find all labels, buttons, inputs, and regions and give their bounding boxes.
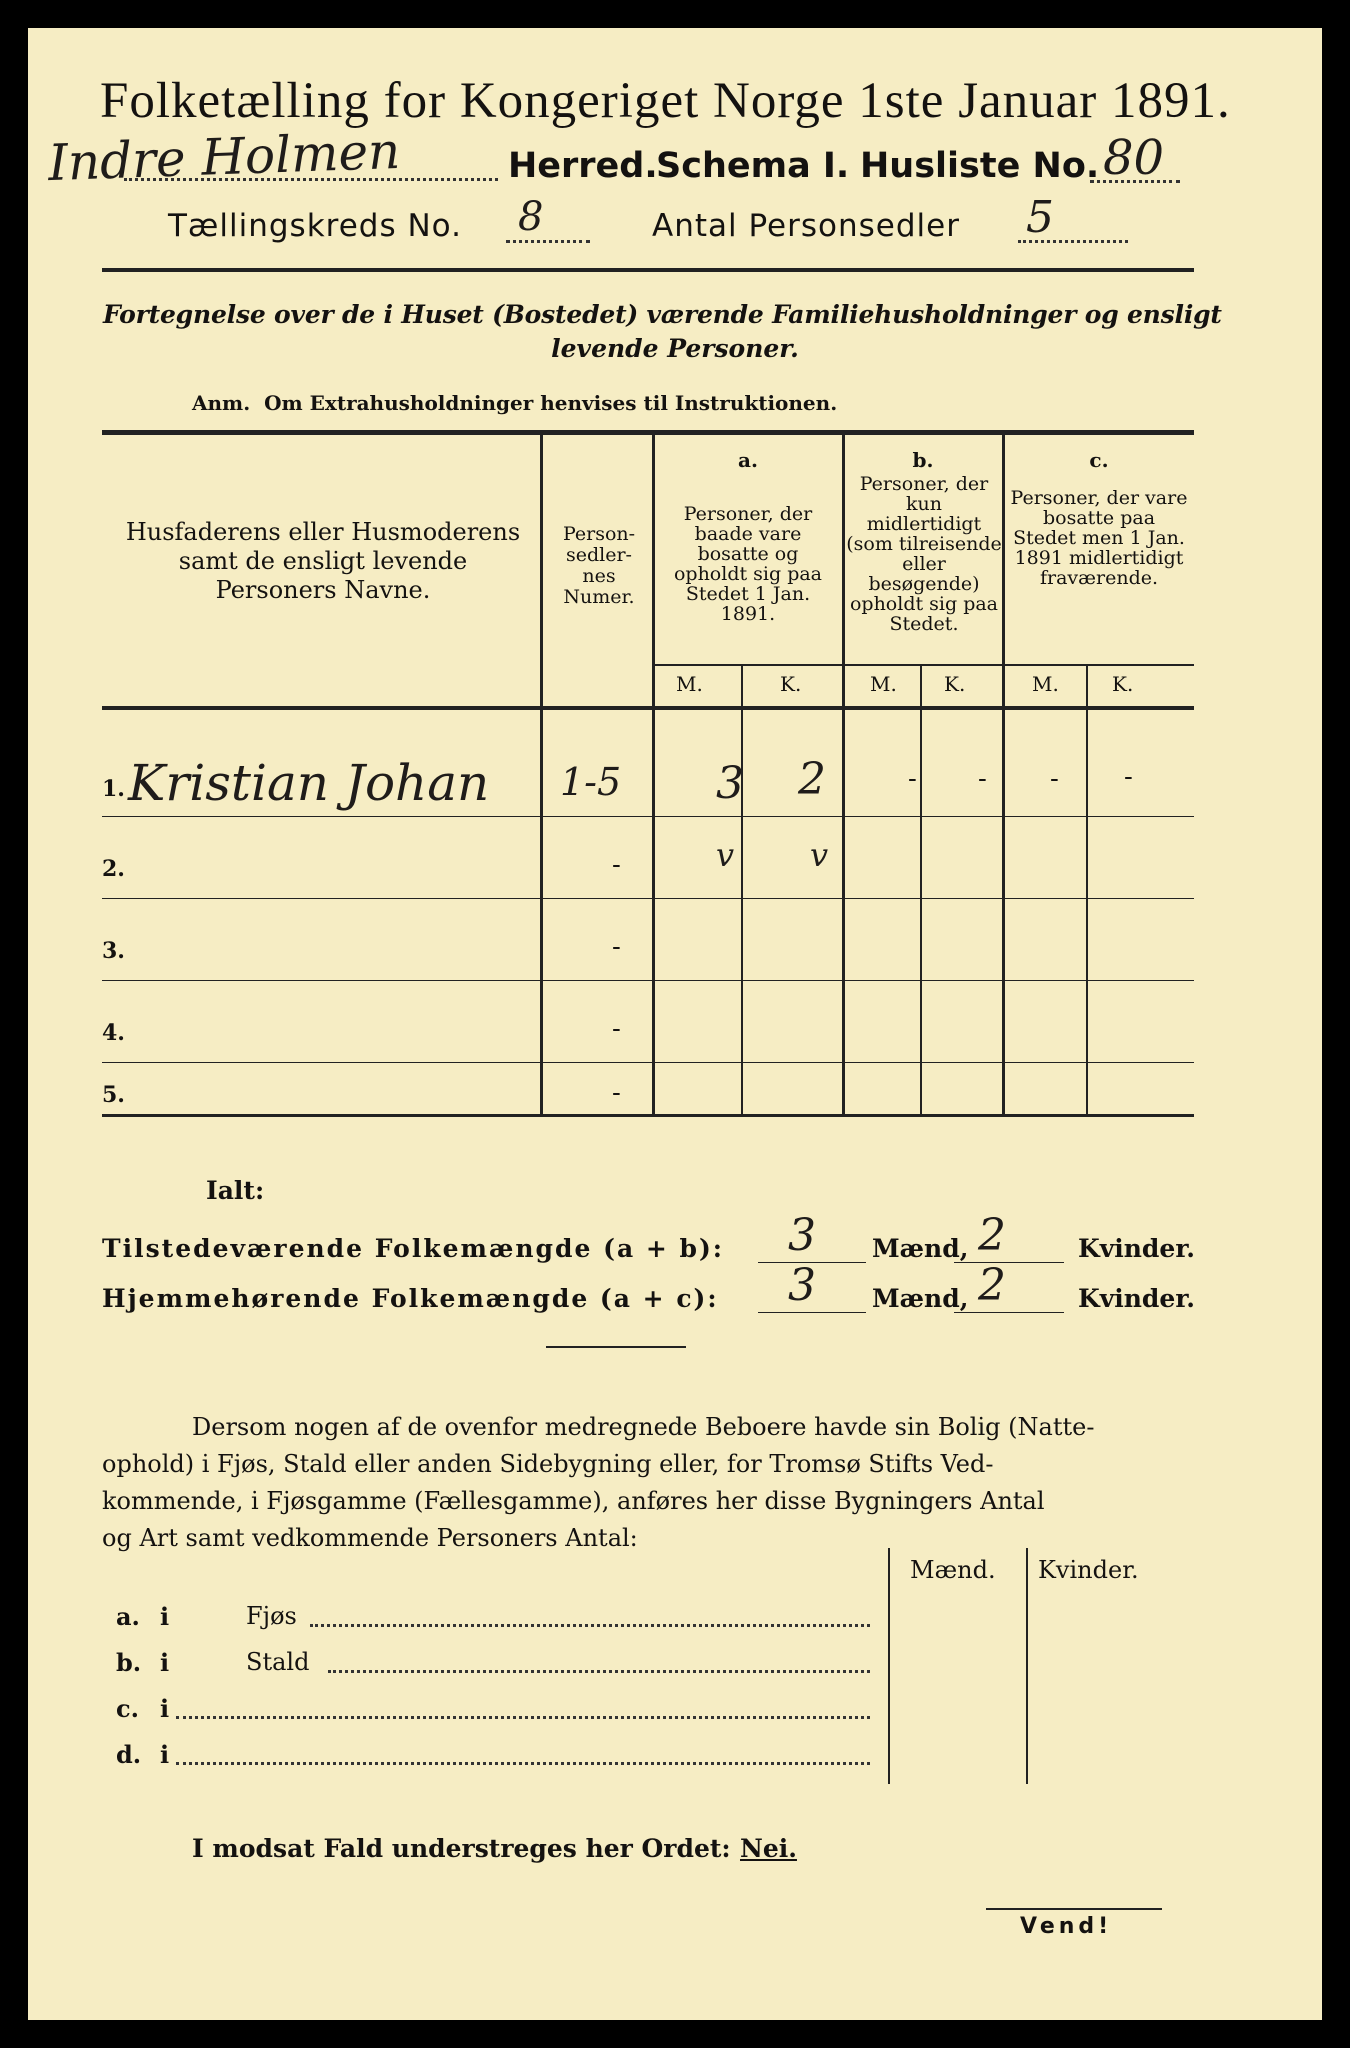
col-b-header: Personer, der kun midlertidigt (som tilreisende eller besøgende) opholdt sig paa Stedet.	[846, 473, 1002, 635]
row-3-numer: -	[612, 932, 621, 962]
intro-line-1: Fortegnelse over de i Huset (Bostedet) værende Familiehusholdninger og ensligt	[103, 300, 1222, 329]
col-c-letter: c.	[1089, 448, 1109, 472]
form-title: Folketælling for Kongeriget Norge 1ste Januar 1891.	[100, 73, 1231, 129]
building-a-letter: a.	[116, 1602, 140, 1631]
antal-dotted-line	[1018, 240, 1128, 243]
row-3-number: 3.	[102, 938, 125, 964]
col-a-header: Personer, der baade vare bosatte og opholdt sig paa Stedet 1 Jan. 1891.	[673, 503, 823, 625]
buildings-para-4: og Art samt vedkommende Personers Antal:	[102, 1524, 638, 1552]
col-b-m-label: M.	[870, 672, 897, 696]
table-bottom-rule	[102, 1114, 1194, 1117]
building-b-dotted-line	[328, 1670, 870, 1673]
row-2-a-k: v	[810, 836, 829, 874]
vend-rule	[986, 1908, 1162, 1910]
row-1-numer: 1-5	[560, 760, 622, 804]
ialt-label: Ialt:	[206, 1176, 265, 1205]
col-divider-c-mk	[1086, 666, 1088, 1114]
herred-label: Herred.	[508, 146, 658, 186]
tilstede-kvinder-value: 2	[978, 1210, 1006, 1261]
row-2-number: 2.	[102, 856, 125, 882]
col-b-k-label: K.	[944, 672, 966, 696]
row-1-a-m: 3	[716, 758, 744, 809]
row-1-c-k: -	[1124, 762, 1133, 792]
buildings-para-3: kommende, i Fjøsgamme (Fællesgamme), anføres her disse Bygningers Antal	[102, 1487, 1045, 1515]
census-form-page	[28, 28, 1322, 2020]
col-name-header: Husfaderens eller Husmoderens samt de ensligt levende Personers Navne.	[125, 518, 521, 604]
herred-handwritten: Indre Holmen	[47, 121, 402, 193]
col-divider-b	[1002, 432, 1005, 1114]
building-c-letter: c.	[116, 1694, 139, 1723]
col-divider-b-mk	[920, 666, 922, 1114]
vend-label: Vend!	[1020, 1914, 1113, 1939]
building-b-prep: i	[160, 1648, 170, 1677]
husliste-number: 80	[1103, 130, 1165, 186]
header-rule	[102, 268, 1194, 272]
row-1-b-k: -	[978, 764, 987, 794]
building-b-label: Stald	[246, 1648, 310, 1676]
hjemme-kvinder-label: Kvinder.	[1078, 1284, 1195, 1313]
row-4-rule	[102, 1062, 1194, 1063]
col-c-m-label: M.	[1032, 672, 1059, 696]
taellingskreds-label: Tællingskreds No.	[168, 208, 462, 244]
buildings-col-divider-1	[888, 1548, 890, 1784]
section-divider	[546, 1346, 686, 1348]
schema-label: Schema I.	[656, 146, 850, 186]
row-5-number: 5.	[102, 1082, 125, 1108]
herred-dotted-line	[124, 178, 498, 181]
col-divider-numer	[652, 432, 655, 1114]
tilstede-maend-label: Mænd,	[872, 1234, 969, 1263]
buildings-para-2: ophold) i Fjøs, Stald eller anden Sidebygning eller, for Tromsø Stifts Ved-	[102, 1450, 994, 1478]
tilstede-maend-value: 3	[788, 1210, 816, 1261]
hjemme-maend-value: 3	[788, 1260, 816, 1311]
tilstede-kvinder-label: Kvinder.	[1078, 1234, 1195, 1263]
col-divider-name	[540, 432, 543, 1114]
col-divider-a-mk	[741, 666, 743, 1114]
taellingskreds-number: 8	[518, 194, 544, 240]
row-4-number: 4.	[102, 1020, 125, 1046]
antal-value: 5	[1026, 192, 1054, 243]
hjemme-maend-line	[758, 1312, 866, 1313]
modsat-text: I modsat Fald understreges her Ordet:	[192, 1834, 731, 1863]
col-a-m-label: M.	[676, 672, 703, 696]
row-1-c-m: -	[1050, 764, 1059, 794]
table-top-rule	[102, 430, 1194, 435]
buildings-col-divider-2	[1026, 1548, 1028, 1784]
taellingskreds-dotted-line	[506, 240, 590, 243]
col-a-k-label: K.	[780, 672, 802, 696]
row-3-rule	[102, 980, 1194, 981]
row-1-rule	[102, 816, 1194, 817]
col-b-letter: b.	[912, 448, 934, 472]
table-header-rule	[102, 706, 1194, 710]
row-4-numer: -	[612, 1014, 621, 1044]
row-1-b-m: -	[908, 764, 917, 794]
tilstede-kvinder-line	[954, 1262, 1064, 1263]
building-c-prep: i	[160, 1694, 170, 1723]
col-c-k-label: K.	[1112, 672, 1134, 696]
modsat-nei: Nei.	[740, 1834, 797, 1863]
building-d-prep: i	[160, 1740, 170, 1769]
tilstede-label: Tilstedeværende Folkemængde (a + b):	[102, 1234, 725, 1263]
building-b-letter: b.	[116, 1648, 142, 1677]
intro-line-2: levende Personer.	[551, 334, 799, 363]
col-a-letter: a.	[738, 448, 758, 472]
col-divider-a	[842, 432, 845, 1114]
building-d-letter: d.	[116, 1740, 142, 1769]
buildings-kvinder-header: Kvinder.	[1038, 1556, 1139, 1584]
hjemme-maend-label: Mænd,	[872, 1284, 969, 1313]
col-numer-header: Person-sedler-nes Numer.	[562, 523, 636, 608]
husliste-label: Husliste No.	[860, 146, 1100, 186]
hjemme-label: Hjemmehørende Folkemængde (a + c):	[102, 1284, 719, 1313]
row-1-name: Kristian Johan	[128, 754, 490, 812]
hjemme-kvinder-value: 2	[978, 1260, 1006, 1311]
husliste-dotted-line	[1090, 180, 1180, 183]
col-c-header: Personer, der vare bosatte paa Stedet men 1 Jan. 1891 midlertidigt fraværende.	[1010, 487, 1188, 589]
buildings-maend-header: Mænd.	[910, 1556, 996, 1584]
buildings-para-1: Dersom nogen af de ovenfor medregnede Beboere havde sin Bolig (Natte-	[192, 1413, 1095, 1441]
mk-subheader-rule	[654, 664, 1194, 666]
row-1-a-k: 2	[798, 754, 826, 805]
row-5-numer: -	[612, 1078, 621, 1108]
hjemme-kvinder-line	[954, 1312, 1064, 1313]
building-a-prep: i	[160, 1602, 170, 1631]
row-2-rule	[102, 898, 1194, 899]
antal-label: Antal Personsedler	[652, 208, 960, 244]
anm-note: Anm. Om Extrahusholdninger henvises til Instruktionen.	[192, 391, 838, 415]
building-a-label: Fjøs	[246, 1602, 297, 1630]
building-d-dotted-line	[176, 1762, 870, 1765]
row-2-a-m: v	[716, 836, 735, 874]
building-c-dotted-line	[176, 1716, 870, 1719]
row-2-numer: -	[612, 850, 621, 880]
building-a-dotted-line	[310, 1624, 870, 1627]
row-1-number: 1.	[102, 776, 125, 802]
